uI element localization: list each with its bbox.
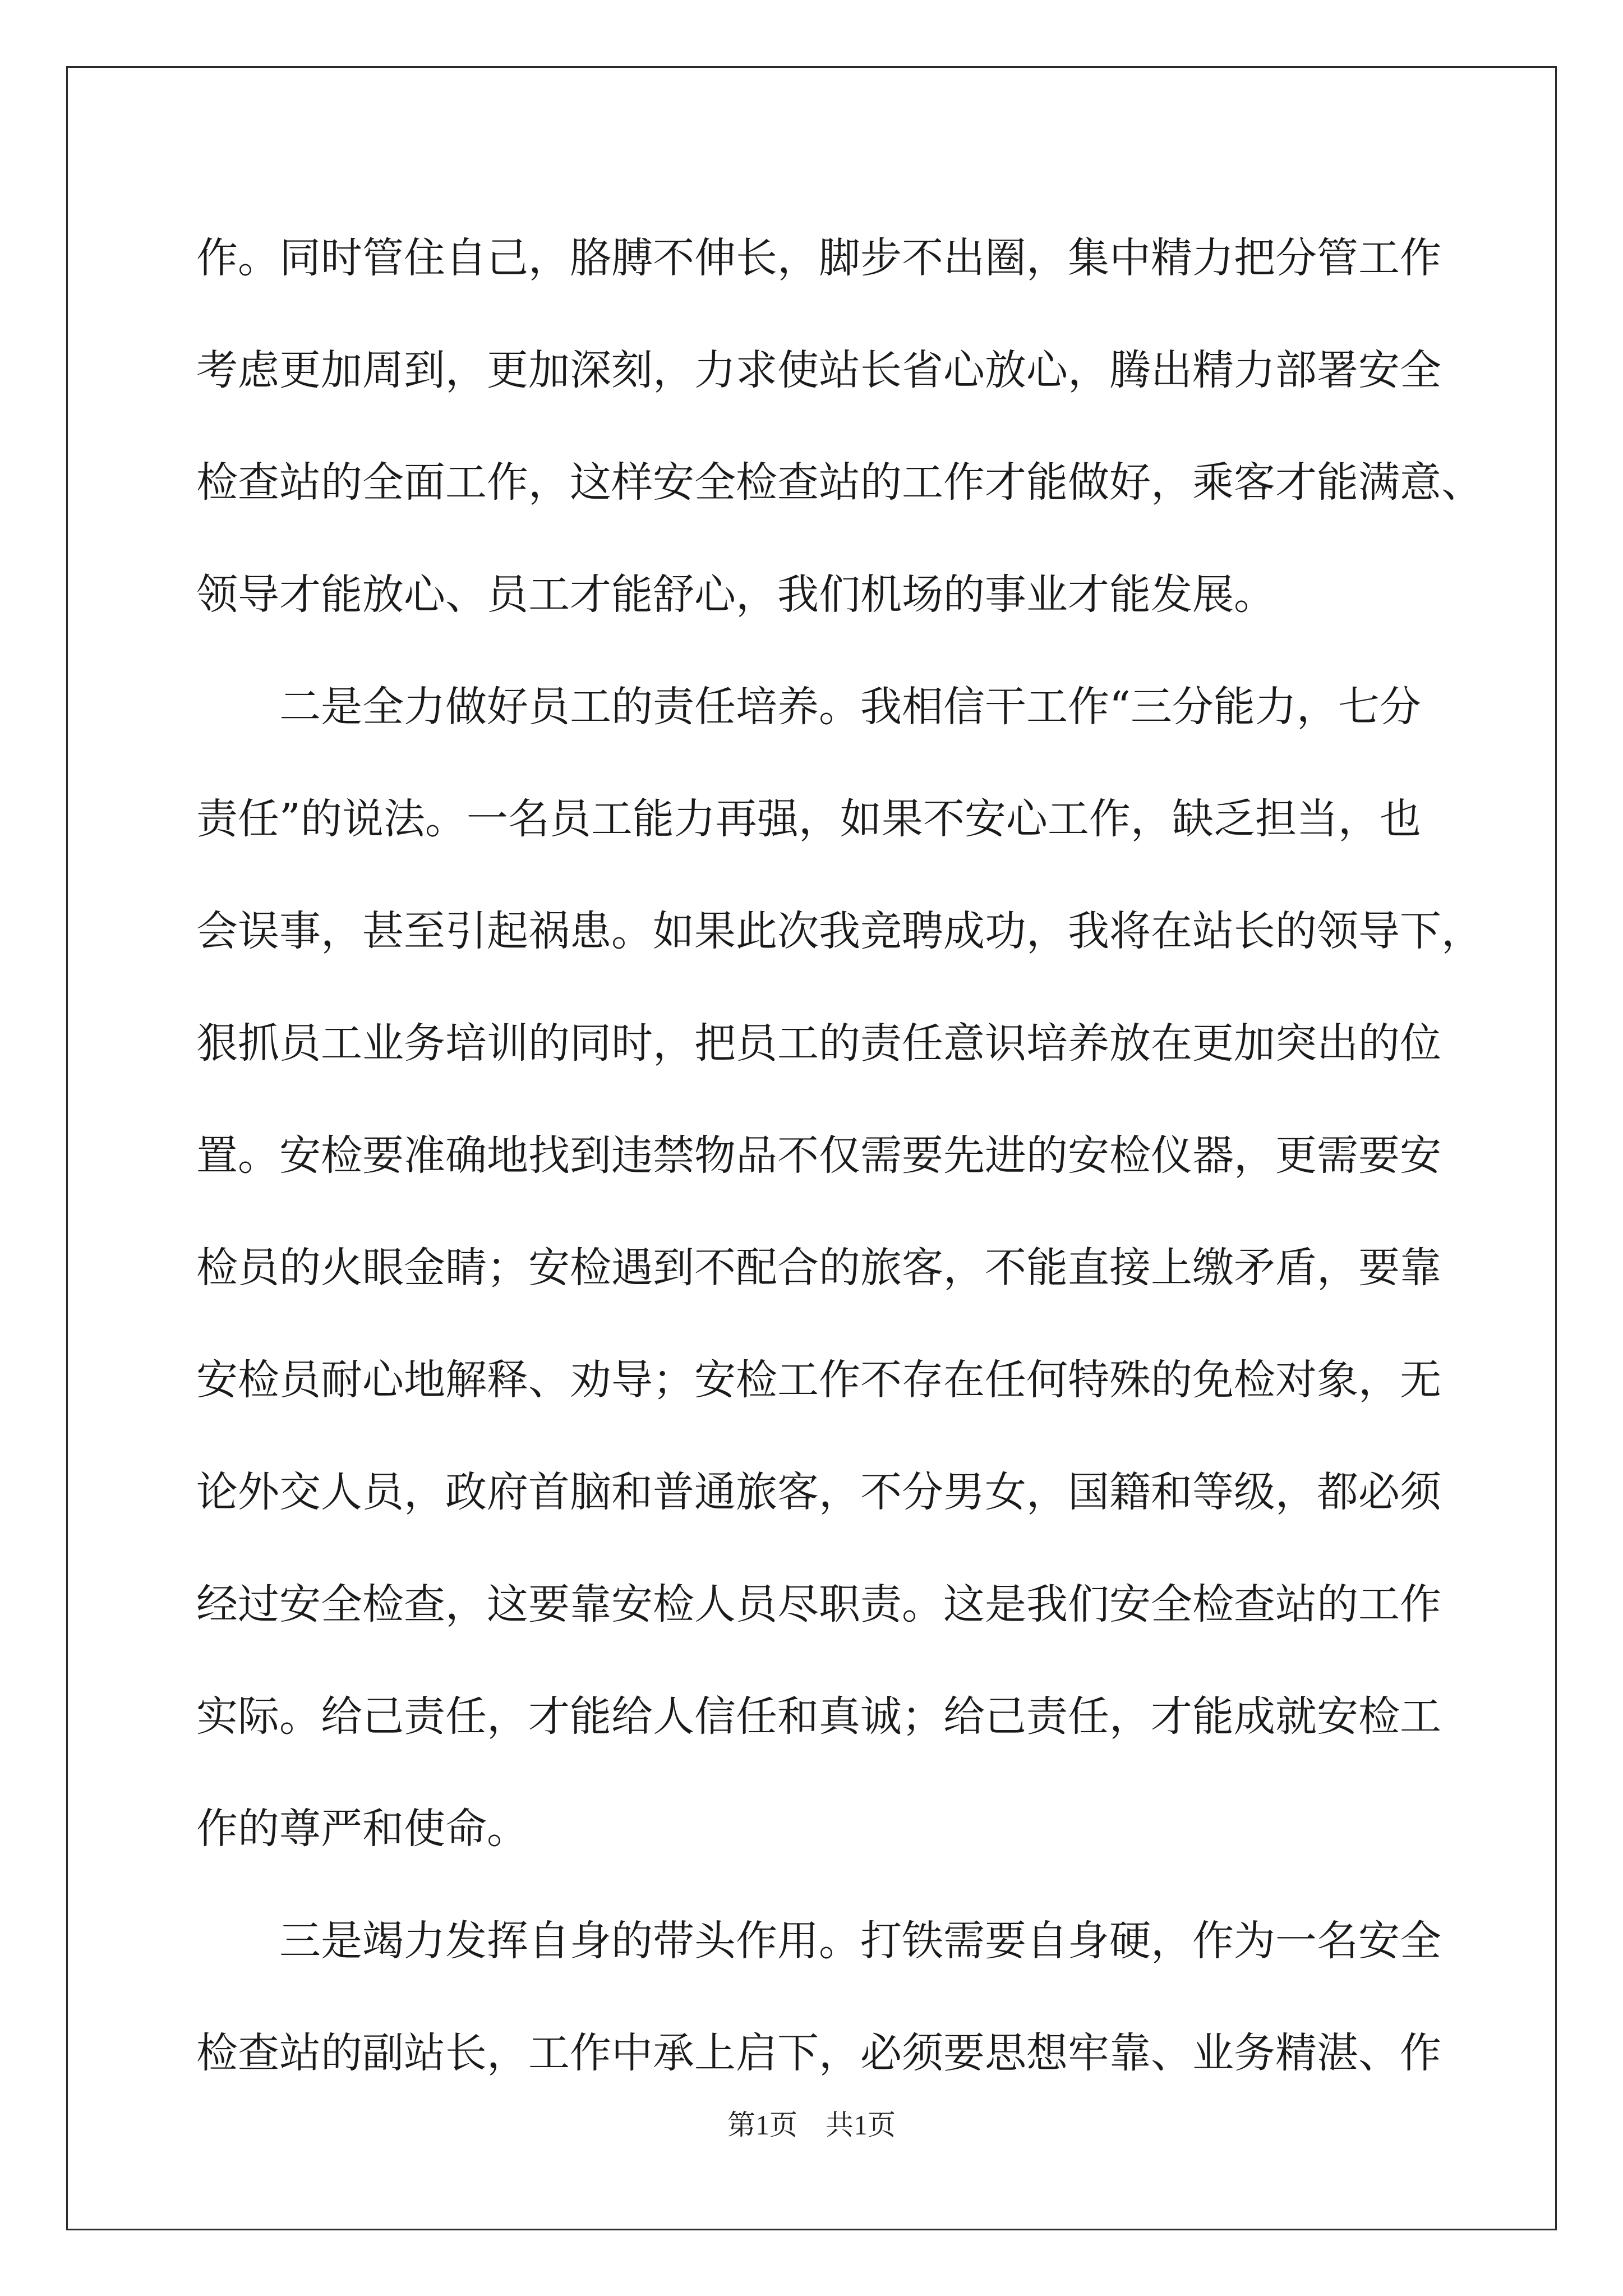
- text-line: 作的尊严和使命。: [196, 1805, 528, 1853]
- page-total: 共1页: [826, 2109, 896, 2141]
- text-line: 责任”的说法。一名员工能力再强，如果不安心工作，缺乏担当，也: [196, 795, 1421, 843]
- text-line: 置。安检要准确地找到违禁物品不仅需要先进的安检仪器，更需要安: [196, 1131, 1441, 1180]
- text-line: 经过安全检查，这要靠安检人员尽职责。这是我们安全检查站的工作: [196, 1580, 1441, 1628]
- paragraph-start-line: 三是竭力发挥自身的带头作用。打铁需要自身硬，作为一名安全: [279, 1917, 1441, 1965]
- page-footer: [0, 2102, 1623, 2143]
- text-line: 检查站的全面工作，这样安全检查站的工作才能做好，乘客才能满意、: [196, 458, 1483, 507]
- text-line: 实际。给己责任，才能给人信任和真诚；给己责任，才能成就安检工: [196, 1692, 1441, 1741]
- page-number: 第1页: [727, 2109, 797, 2141]
- text-line: 考虑更加周到，更加深刻，力求使站长省心放心，腾出精力部署安全: [196, 346, 1441, 394]
- text-line: 狠抓员工业务培训的同时，把员工的责任意识培养放在更加突出的位: [196, 1019, 1441, 1068]
- text-line: 会误事，甚至引起祸患。如果此次我竞聘成功，我将在站长的领导下，: [196, 907, 1483, 955]
- text-line: 检员的火眼金睛；安检遇到不配合的旅客，不能直接上缴矛盾，要靠: [196, 1244, 1441, 1292]
- text-line: 作。同时管住自己，胳膊不伸长，脚步不出圈，集中精力把分管工作: [196, 234, 1441, 282]
- text-line: 论外交人员，政府首脑和普通旅客，不分男女，国籍和等级，都必须: [196, 1468, 1441, 1516]
- paragraph-start-line: 二是全力做好员工的责任培养。我相信干工作“三分能力，七分: [279, 683, 1421, 731]
- document-body: [196, 202, 1483, 2109]
- text-line: 安检员耐心地解释、劝导；安检工作不存在任何特殊的免检对象，无: [196, 1356, 1441, 1404]
- text-line: 领导才能放心、员工才能舒心，我们机场的事业才能发展。: [196, 570, 1275, 619]
- text-line: 检查站的副站长，工作中承上启下，必须要思想牢靠、业务精湛、作: [196, 2029, 1441, 2077]
